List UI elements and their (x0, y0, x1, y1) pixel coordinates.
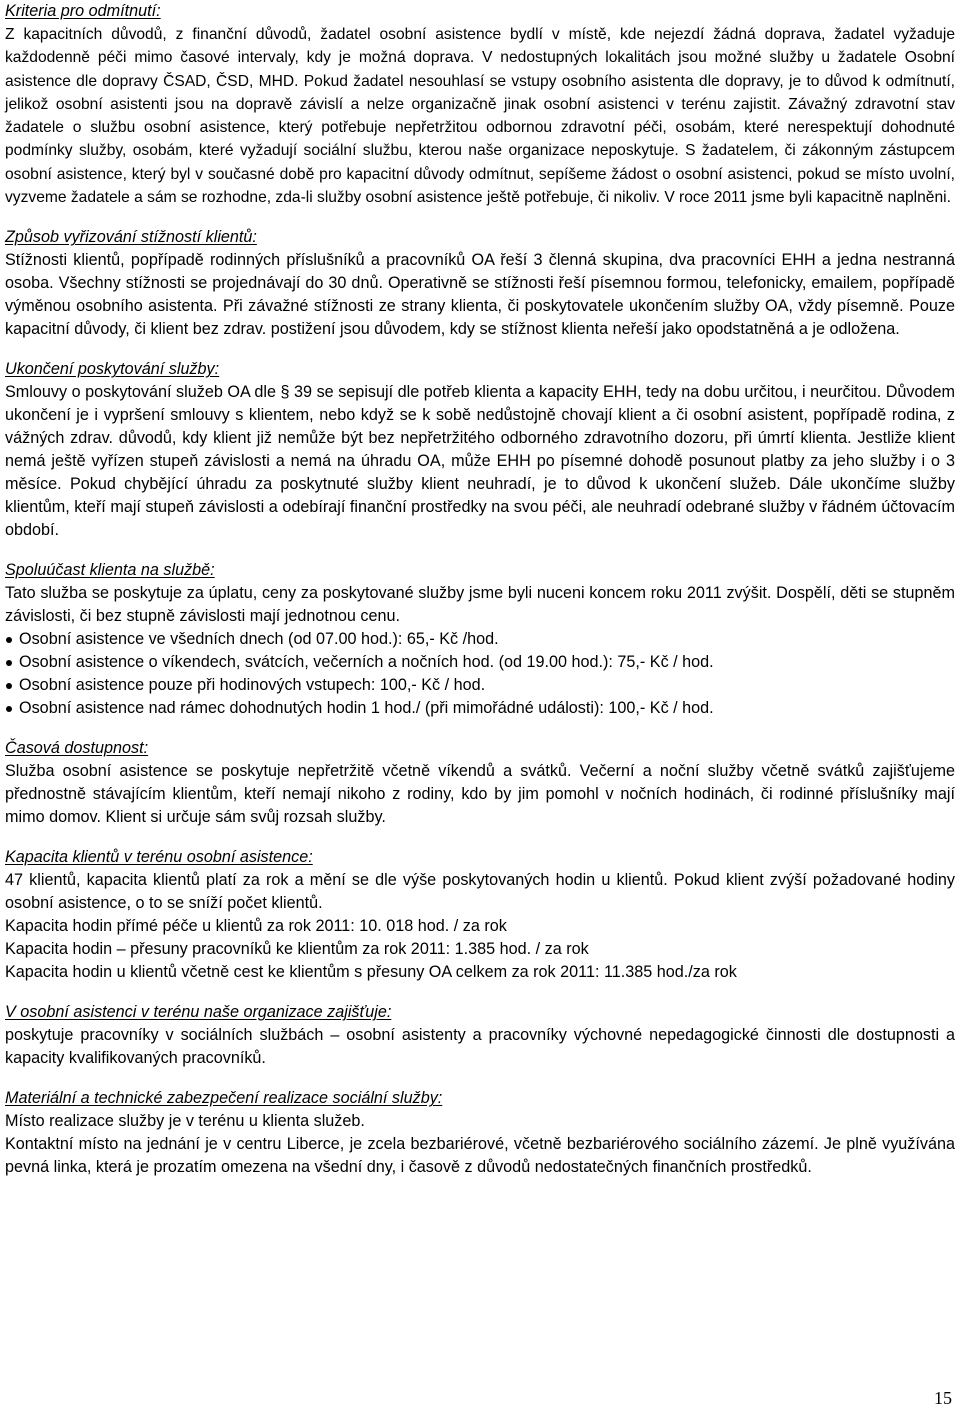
section-heading: Kapacita klientů v terénu osobní asistence: (5, 848, 313, 867)
section-availability (5, 737, 955, 829)
section-heading: Způsob vyřizování stížností klientů: (5, 228, 257, 247)
section-heading: Materiální a technické zabezpečení realizace sociální služby: (5, 1089, 443, 1108)
section-heading: V osobní asistenci v terénu naše organizace zajišťuje: (5, 1003, 392, 1022)
price-list (5, 628, 955, 720)
section-heading: Časová dostupnost: (5, 739, 149, 758)
section-line: Místo realizace služby je v terénu u klienta služeb. (5, 1112, 365, 1131)
price-list-item: Osobní asistence nad rámec dohodnutých hodin 1 hod./ (při mimořádné události): 100,- Kč / hod. (5, 697, 955, 720)
price-list-item: Osobní asistence ve všedních dnech (od 07.00 hod.): 65,- Kč /hod. (5, 628, 955, 651)
section-heading: Ukončení poskytování služby: (5, 360, 220, 379)
section-complaints (5, 226, 955, 341)
section-paragraph: Služba osobní asistence se poskytuje nepřetržitě včetně víkendů a svátků. Večerní a noční služby včetně svátků zajišťujeme přednostně stávajícím klientům, kteří nemají nikoho z rodiny, kdo by jim pomohl v nočních hodinách, či rodinné příslušníky mají mimo domov. Klient si určuje sám svůj rozsah služby. (5, 762, 955, 827)
section-paragraph: poskytuje pracovníky v sociálních službách – osobní asistenty a pracovníky výchovné nepedagogické činnosti dle dostupnosti a kapacity kvalifikovaných pracovníků. (5, 1026, 955, 1068)
section-capacity (5, 846, 955, 984)
page-number: 15 (934, 1388, 952, 1408)
capacity-line: Kapacita hodin přímé péče u klientů za rok 2011: 10. 018 hod. / za rok (5, 917, 507, 936)
section-paragraph: 47 klientů, kapacita klientů platí za rok a mění se dle výše poskytovaných hodin u klientů. Pokud klient zvýší požadované hodiny osobní asistence, o to se sníží počet klientů. (5, 871, 955, 913)
price-list-item: Osobní asistence o víkendech, svátcích, večerních a nočních hod. (od 19.00 hod.): 75,- Kč / hod. (5, 651, 955, 674)
section-paragraph: Tato služba se poskytuje za úplatu, ceny za poskytované služby jsme byli nuceni koncem roku 2011 zvýšit. Dospělí, děti se stupněm závislosti, či bez stupně závislosti mají jednotnou cenu. (5, 584, 955, 626)
section-client-payment (5, 559, 955, 720)
price-list-item: Osobní asistence pouze při hodinových vstupech: 100,- Kč / hod. (5, 674, 955, 697)
section-paragraph: Kontaktní místo na jednání je v centru Liberce, je zcela bezbariérové, včetně bezbariérového sociálního zázemí. Je plně využívána pevná linka, která je prozatím omezena na všední dny, i časově z důvodů nedostatečných finančních prostředků. (5, 1135, 955, 1177)
section-heading: Spoluúčast klienta na službě: (5, 561, 215, 580)
section-paragraph: Z kapacitních důvodů, z finanční důvodů, žadatel osobní asistence bydlí v místě, kde nejezdí žádná doprava, žadatel vyžaduje každodenně péči mimo časové intervaly, kdy je možná doprava. V nedostupných lokalitách jsou možné služby u žadatele Osobní asistence dle dopravy ČSAD, ČSD, MHD. Pokud žadatel nesouhlasí se vstupy osobního asistenta dle dopravy, je to důvod k odmítnutí, jelikož osobní asistenti jsou na dopravě závislí a nelze organizačně jinak osobní asistenci v terénu zajistit. Závažný zdravotní stav žadatele o službu osobní asistence, který potřebuje nepřetržitou odbornou zdravotní péči, osobám, které nerespektují dohodnuté podmínky služby, osobám, které vyžadují sociální službu, kterou naše organizace neposkytuje. S žadatelem, či zákonným zástupcem osobní asistence, který byl v současné době pro kapacitní důvody odmítnut, sepíšeme žádost o osobní asistenci, pokud se místo uvolní, vyzveme žadatele a sám se rozhodne, zda-li služby osobní asistence ještě potřebuje, či nikoliv. V roce 2011 jsme byli kapacitně naplněni. (5, 26, 955, 207)
section-paragraph: Smlouvy o poskytování služeb OA dle § 39 se sepisují dle potřeb klienta a kapacity EHH, tedy na dobu určitou, i neurčitou. Důvodem ukončení je i vypršení smlouvy s klientem, nebo když se k sobě nedůstojně chovají klient a či osobní asistent, popřípadě rodina, z vážných zdrav. důvodů, kdy klient již nemůže být bez nepřetržitého odborného zdravotního dozoru, při úmrtí klienta. Jestliže klient nemá ještě vyřízen stupeň závislosti a nemá na úhradu OA, může EHH po písemné dohodě posunout platby za jeho služby i o 3 měsíce. Pokud chybějící úhradu za poskytnuté služby klient neuhradí, je to důvod k ukončení služeb. Dále ukončíme služby klientům, kteří mají stupeň závislosti a odebírají finanční prostředky na svou péči, ale neuhradí odebrané služby v řádném účtovacím období. (5, 383, 955, 540)
section-heading: Kriteria pro odmítnutí: (5, 2, 161, 20)
section-paragraph: Stížnosti klientů, popřípadě rodinných příslušníků a pracovníků OA řeší 3 členná skupina, dva pracovníci EHH a jedna nestranná osoba. Všechny stížnosti se projednávají do 30 dnů. Operativně se stížnosti řeší písemnou formou, telefonicky, emailem, popřípadě výměnou osobního asistenta. Při závažné stížnosti ze strany klienta, či poskytovatele ukončením služby OA, vždy písemně. Pouze kapacitní důvody, či klient bez zdrav. postižení jsou důvodem, kdy se stížnost klienta neřeší jako opodstatněná a je odložena. (5, 251, 955, 339)
section-refusal-criteria (5, 0, 955, 209)
capacity-line: Kapacita hodin u klientů včetně cest ke klientům s přesuny OA celkem za rok 2011: 11.385 hod./za rok (5, 963, 737, 982)
section-staff (5, 1001, 955, 1070)
document-page (5, 0, 955, 1179)
section-material-support (5, 1087, 955, 1179)
capacity-line: Kapacita hodin – přesuny pracovníků ke klientům za rok 2011: 1.385 hod. / za rok (5, 940, 589, 959)
section-termination (5, 358, 955, 542)
